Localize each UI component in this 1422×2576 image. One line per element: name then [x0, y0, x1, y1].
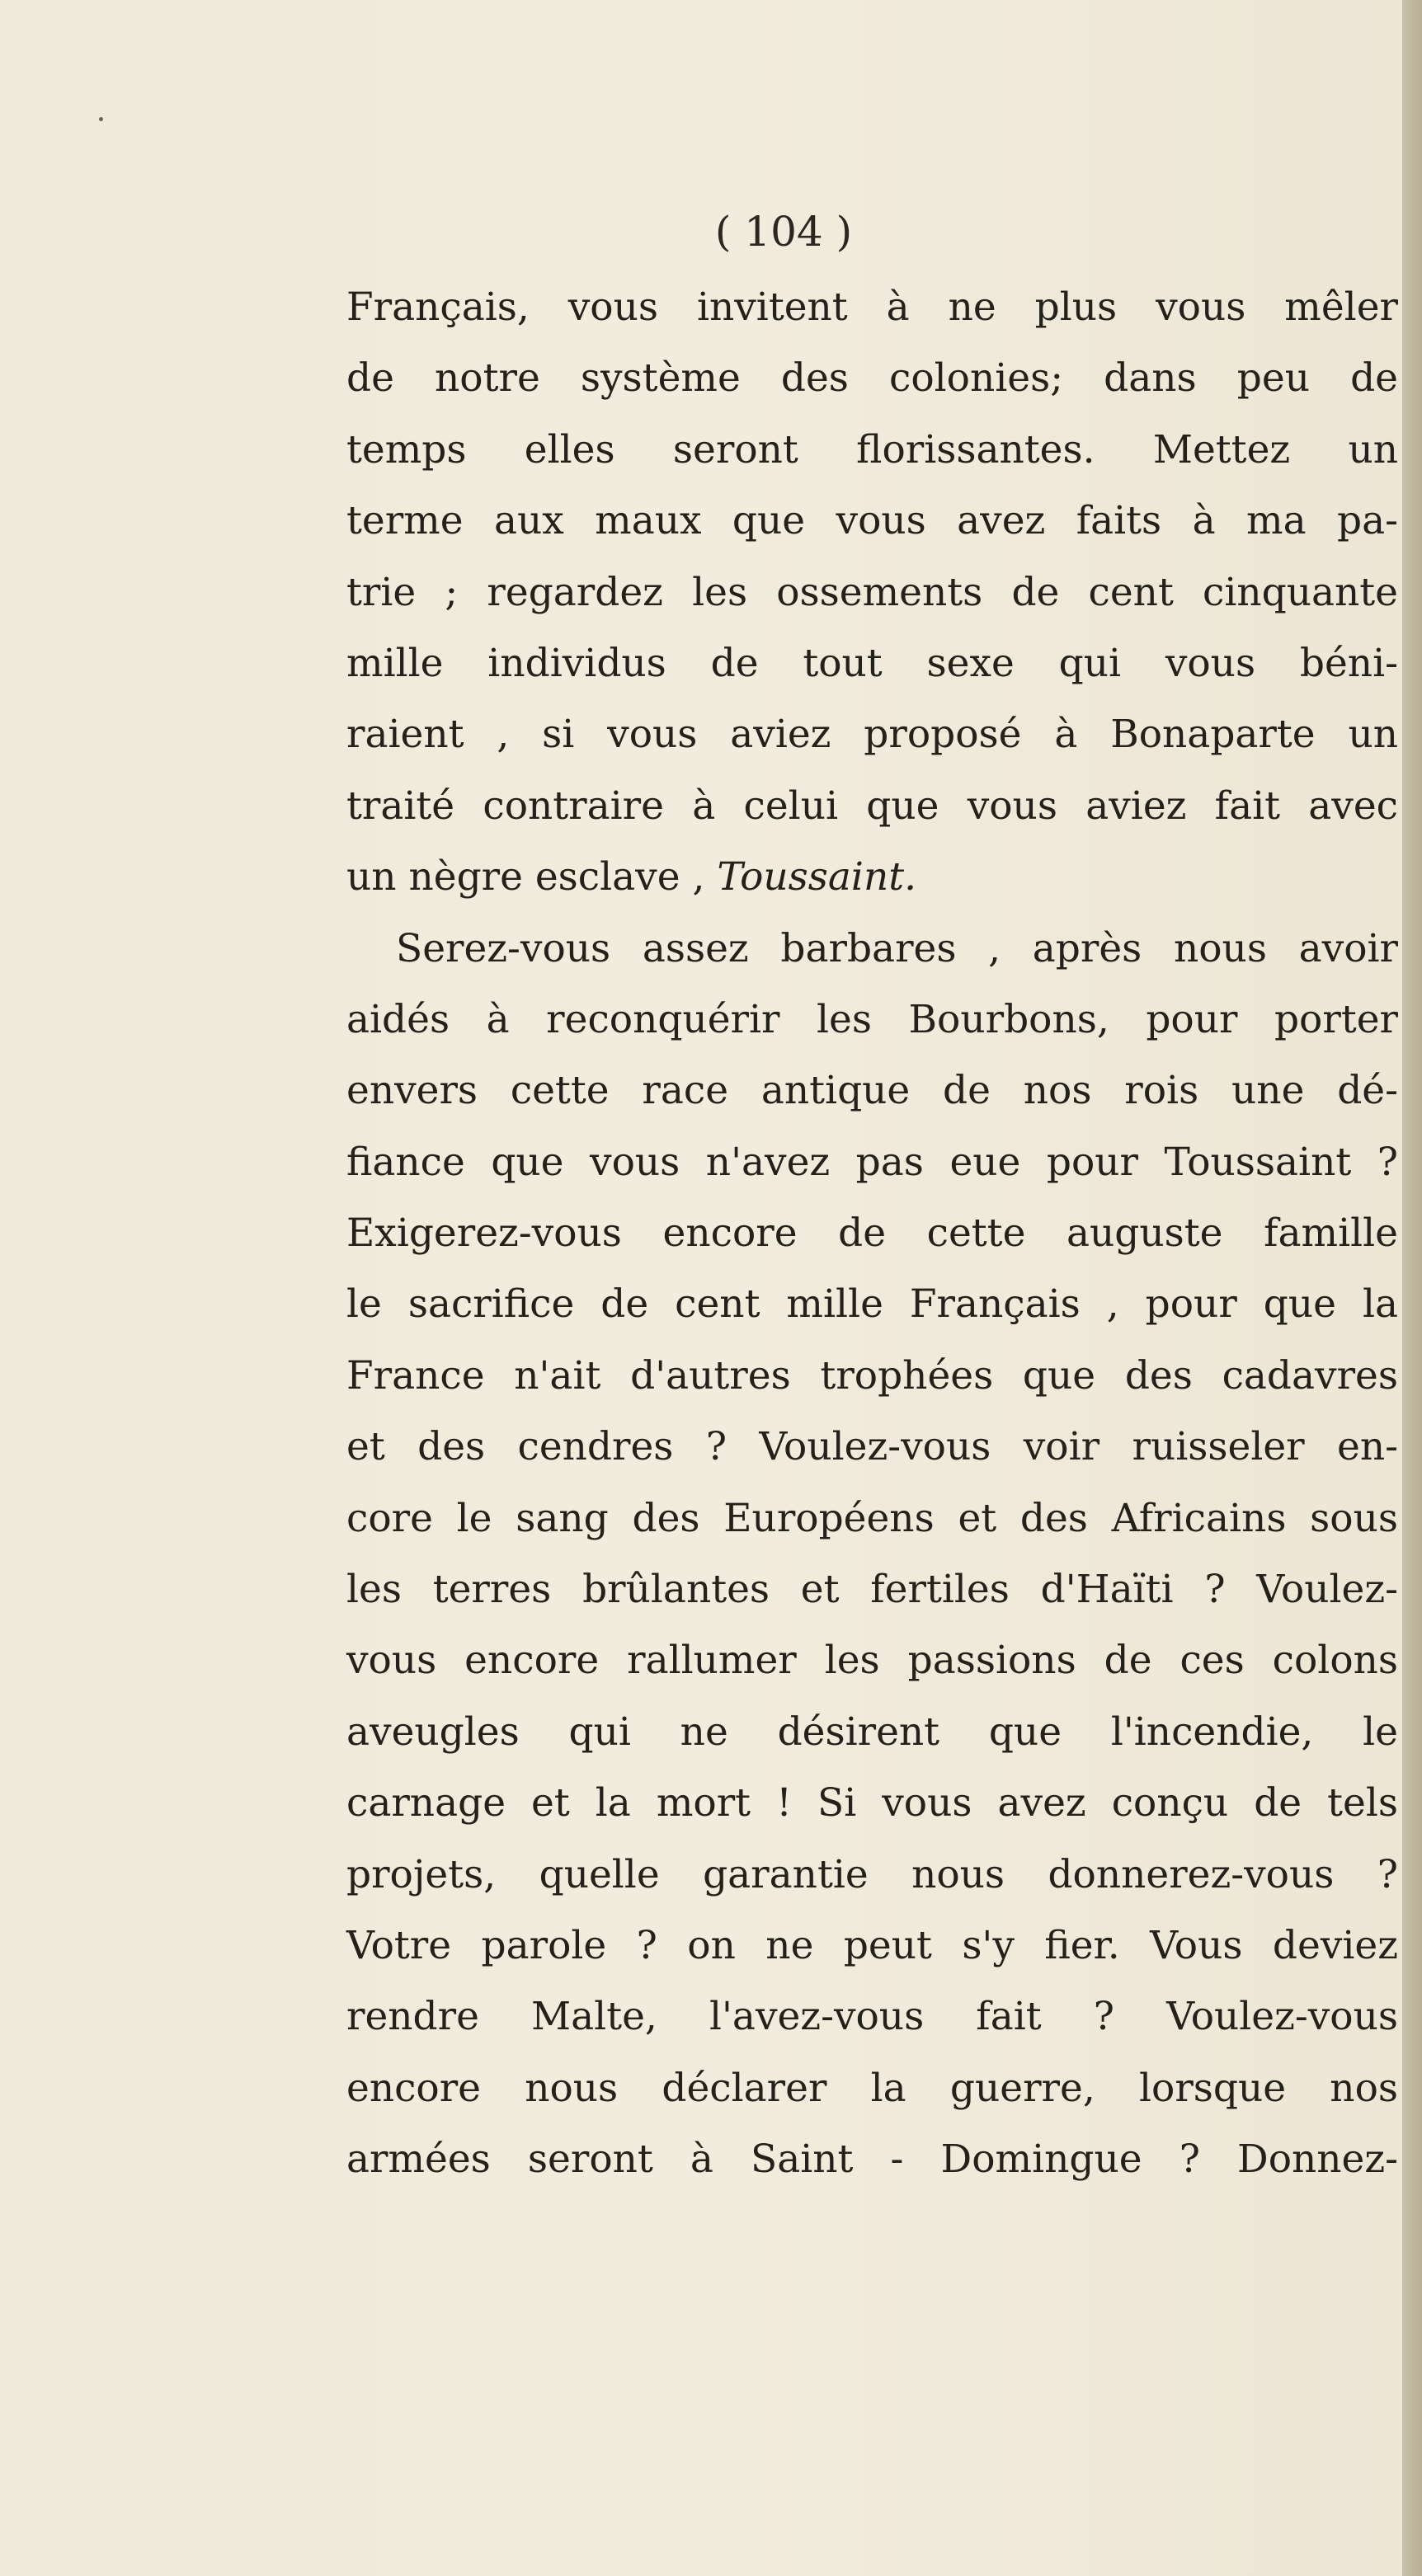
- text-line: encore nous déclarer la guerre, lorsque nos: [346, 2065, 1398, 2111]
- text-line: et des cendres ? Voulez-vous voir ruisseler en-: [346, 1424, 1398, 1470]
- text-line: les terres brûlantes et fertiles d'Haïti ? Voulez-: [346, 1567, 1398, 1613]
- text-line: vous encore rallumer les passions de ces colons: [346, 1638, 1398, 1684]
- text-line: temps elles seront florissantes. Mettez un: [346, 426, 1398, 472]
- italic-name-toussaint: Toussaint.: [717, 854, 917, 900]
- text-line: Exigerez-vous encore de cette auguste famille: [346, 1210, 1398, 1257]
- text-line: carnage et la mort ! Si vous avez conçu de tels: [346, 1780, 1398, 1826]
- text-line: core le sang des Européens et des Africains sous: [346, 1495, 1398, 1541]
- text-line: terme aux maux que vous avez faits à ma pa-: [346, 498, 1398, 544]
- text-line: envers cette race antique de nos rois une dé-: [346, 1068, 1398, 1114]
- text-line: le sacrifice de cent mille Français , pour que la: [346, 1281, 1398, 1328]
- text-line-paragraph-start: Serez-vous assez barbares , après nous avoir: [396, 925, 1398, 971]
- text-line: armées seront à Saint - Domingue ? Donnez-: [346, 2136, 1398, 2183]
- text-line-paragraph-end: [346, 842, 1398, 913]
- page-number: ( 104 ): [714, 208, 853, 256]
- text-line: Votre parole ? on ne peut s'y fier. Vous deviez: [346, 1922, 1398, 1968]
- text-line: aveugles qui ne désirent que l'incendie, le: [346, 1709, 1398, 1755]
- ink-speck: [99, 117, 103, 121]
- page-body-text: [346, 272, 1398, 2196]
- text-line: trie ; regardez les ossements de cent cinquante: [346, 569, 1398, 615]
- text-line: fiance que vous n'avez pas eue pour Toussaint ?: [346, 1139, 1398, 1185]
- text-line: mille individus de tout sexe qui vous béni-: [346, 640, 1398, 686]
- text-line: Français, vous invitent à ne plus vous mêler: [346, 284, 1398, 330]
- page-edge: [1402, 0, 1422, 2576]
- text-line: France n'ait d'autres trophées que des cadavres: [346, 1352, 1398, 1398]
- text-line: rendre Malte, l'avez-vous fait ? Voulez-vous: [346, 1994, 1398, 2040]
- text-line-prefix: un nègre esclave ,: [346, 854, 705, 900]
- text-line: projets, quelle garantie nous donnerez-vous ?: [346, 1851, 1398, 1897]
- text-line: aidés à reconquérir les Bourbons, pour porter: [346, 996, 1398, 1042]
- text-line: traité contraire à celui que vous aviez fait avec: [346, 783, 1398, 829]
- text-line: raient , si vous aviez proposé à Bonaparte un: [346, 712, 1398, 758]
- text-line: de notre système des colonies; dans peu de: [346, 355, 1398, 402]
